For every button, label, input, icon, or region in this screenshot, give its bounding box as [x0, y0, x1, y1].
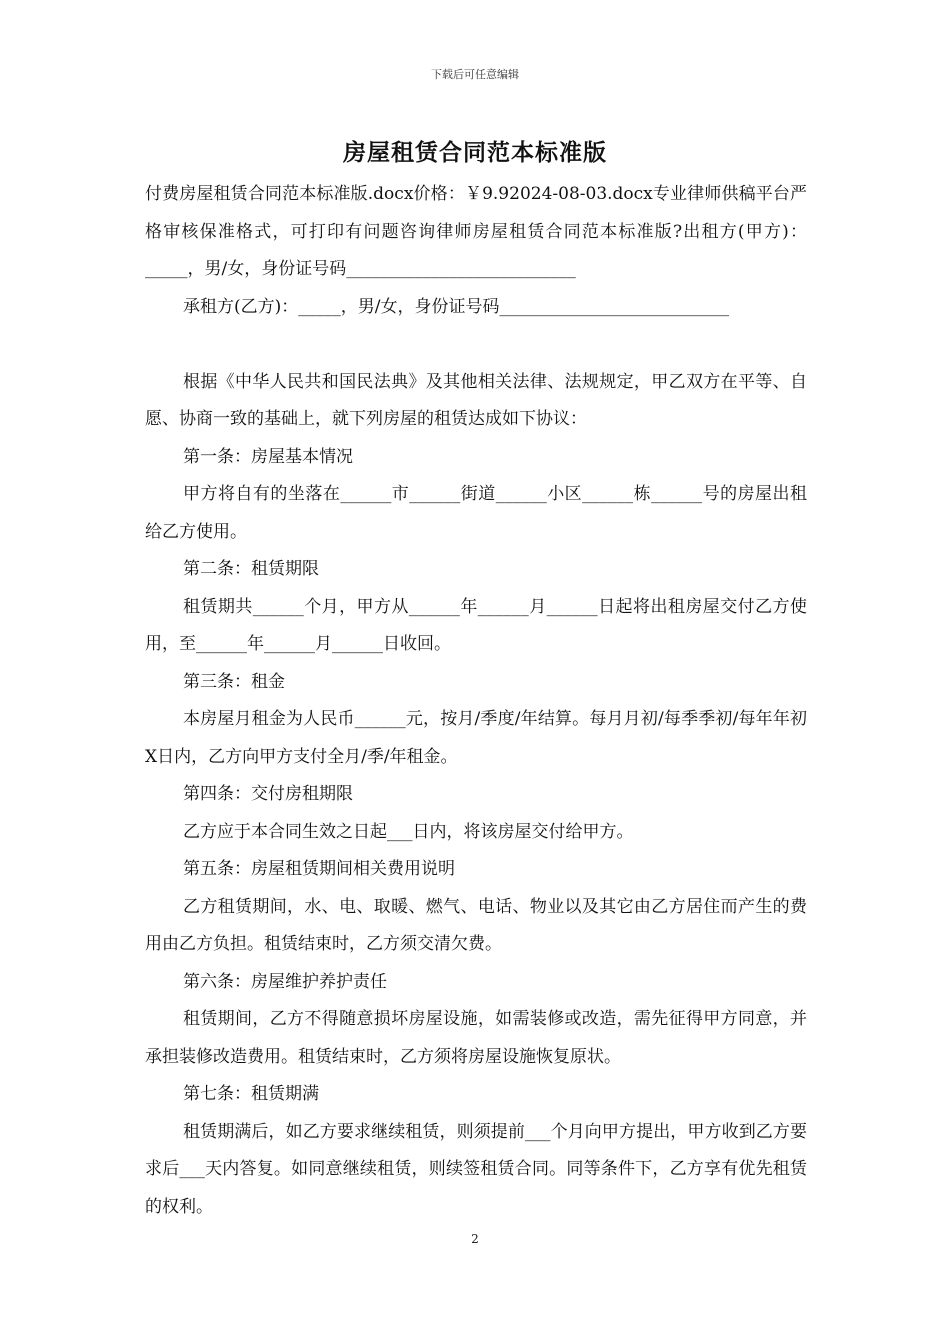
- basis-paragraph: 根据《中华人民共和国民法典》及其他相关法律、法规规定，甲乙双方在平等、自愿、协商一致的基础上，就下列房屋的租赁达成如下协议：: [145, 371, 807, 429]
- article-4-body: 乙方应于本合同生效之日起___日内，将该房屋交付给甲方。: [183, 821, 634, 842]
- article-5-body: 乙方租赁期间，水、电、取暖、燃气、电话、物业以及其它由乙方居住而产生的费用由乙方负担。租赁结束时，乙方须交清欠费。: [145, 896, 807, 954]
- article-7-title: 第七条：租赁期满: [183, 1084, 319, 1104]
- blank-line: [145, 326, 807, 364]
- article-1-body: 甲方将自有的坐落在______市______街道______小区______栋______号的房屋出租给乙方使用。: [145, 484, 807, 542]
- article-3-title: 第三条：租金: [183, 671, 285, 692]
- article-2-title: 第二条：租赁期限: [183, 559, 319, 579]
- intro-paragraph: 付费房屋租赁合同范本标准版.docx价格：￥9.92024-08-03.docx专业律师供稿平台严格审核保准格式，可打印有问题咨询律师房屋租赁合同范本标准版?出租方(甲方)：_____，男/女，身份证号码___________________________: [145, 184, 807, 279]
- document-title: 房屋租赁合同范本标准版: [343, 140, 607, 166]
- article-3-body: 本房屋月租金为人民币______元，按月/季度/年结算。每月月初/每季季初/每年年初X日内，乙方向甲方支付全月/季/年租金。: [145, 709, 807, 767]
- document-body: [145, 176, 807, 1226]
- article-6-title: 第六条：房屋维护养护责任: [183, 971, 387, 992]
- article-7-body: 租赁期满后，如乙方要求继续租赁，则须提前___个月向甲方提出，甲方收到乙方要求后___天内答复。如同意继续租赁，则续签租赁合同。同等条件下，乙方享有优先租赁的权利。: [145, 1121, 807, 1217]
- article-4-title: 第四条：交付房租期限: [183, 784, 353, 804]
- lessee-paragraph: 承租方(乙方)：_____，男/女，身份证号码___________________________: [183, 296, 729, 317]
- article-1-title: 第一条：房屋基本情况: [183, 446, 353, 467]
- page-number: 2: [471, 1232, 479, 1246]
- article-5-title: 第五条：房屋租赁期间相关费用说明: [183, 859, 455, 879]
- header-note: 下载后可任意编辑: [431, 68, 519, 81]
- article-6-body: 租赁期间，乙方不得随意损坏房屋设施，如需装修或改造，需先征得甲方同意，并承担装修改造费用。租赁结束时，乙方须将房屋设施恢复原状。: [145, 1009, 807, 1067]
- article-2-body: 租赁期共______个月，甲方从______年______月______日起将出租房屋交付乙方使用，至______年______月______日收回。: [145, 596, 807, 654]
